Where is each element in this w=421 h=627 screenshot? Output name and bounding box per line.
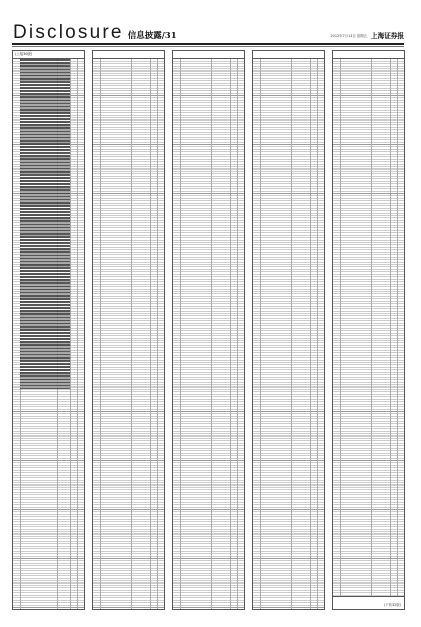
column-divider [211, 59, 212, 609]
column-divider [371, 59, 372, 609]
header-rule [12, 43, 404, 45]
column-heading [93, 51, 164, 59]
column-footer [333, 596, 404, 609]
masthead-right [331, 30, 405, 40]
section-title [13, 22, 177, 44]
header-rule-thin [12, 46, 404, 47]
table-column-3 [172, 50, 245, 610]
column-divider [291, 59, 292, 609]
column-divider [131, 59, 132, 609]
section-word: Disclosure [13, 22, 124, 43]
table-rows [333, 59, 404, 609]
masthead [0, 0, 421, 46]
column-heading: (上接30版) [13, 51, 84, 59]
column-heading [253, 51, 324, 59]
column-divider [157, 59, 158, 609]
table-column-2 [92, 50, 165, 610]
column-heading [173, 51, 244, 59]
column-heading [333, 51, 404, 59]
table-column-1 [12, 50, 85, 610]
column-divider [397, 59, 398, 609]
column-divider [237, 59, 238, 609]
table-rows [253, 59, 324, 609]
table-column-4 [252, 50, 325, 610]
table-rows [173, 59, 244, 609]
disclosure-columns [12, 50, 405, 610]
continued-note: (下转32版) [383, 603, 401, 607]
issue-date: 2012年7月13日 星期五 [330, 33, 368, 38]
table-rows [93, 59, 164, 609]
column-divider [317, 59, 318, 609]
newspaper-logo: 上海证券报 [371, 32, 404, 40]
column-divider [77, 59, 78, 609]
table-column-5 [332, 50, 405, 610]
section-page-label: 信息披露/31 [127, 31, 177, 41]
dense-text-block [20, 59, 70, 389]
